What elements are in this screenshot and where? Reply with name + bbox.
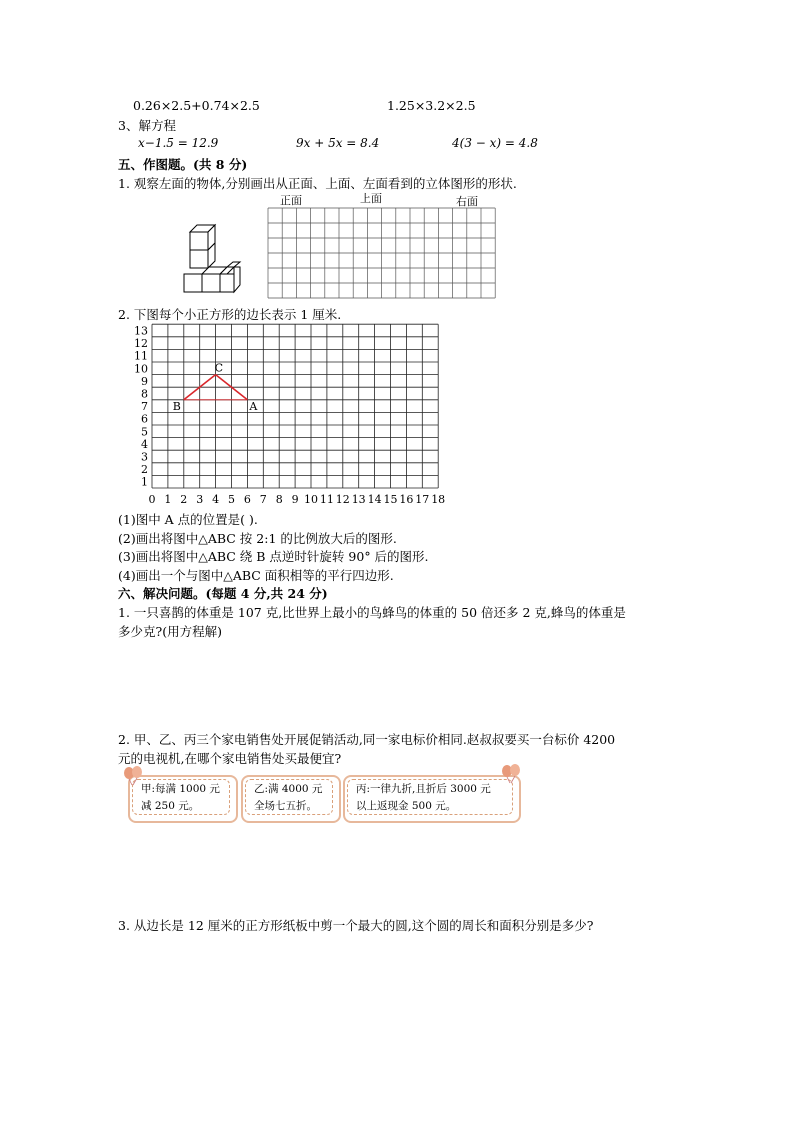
section6-q3: 3. 从边长是 12 厘米的正方形纸板中剪一个最大的圆,这个圆的周长和面积分别是多少?	[118, 918, 594, 933]
equations-heading: 3、解方程	[118, 118, 176, 133]
promo1-line1: 甲:每满 1000 元	[141, 783, 220, 795]
y-tick-label: 10	[134, 362, 148, 376]
y-tick-label: 4	[141, 437, 148, 451]
x-tick-label: 1	[164, 493, 172, 506]
section5-q1: 1. 观察左面的物体,分别画出从正面、上面、左面看到的立体图形的形状.	[118, 176, 517, 191]
promo1-line2: 减 250 元。	[141, 800, 200, 812]
promo2-line1: 乙:满 4000 元	[254, 783, 323, 795]
x-tick-label: 4	[212, 493, 220, 506]
section5-sub4: (4)画出一个与图中△ABC 面积相等的平行四边形.	[118, 568, 394, 583]
x-tick-label: 12	[335, 493, 350, 506]
promo2-line2: 全场七五折。	[254, 800, 317, 812]
x-tick-label: 5	[228, 493, 235, 506]
balloon-icon	[122, 766, 144, 786]
y-tick-label: 13	[134, 324, 148, 338]
y-tick-label: 11	[134, 349, 148, 363]
section6-heading: 六、解决问题。(每题 4 分,共 24 分)	[118, 586, 328, 601]
point-c-label: C	[214, 361, 224, 375]
view-label-right: 右面	[456, 195, 478, 208]
promo3-line2: 以上返现金 500 元。	[356, 800, 457, 812]
section5-sub2: (2)画出将图中△ABC 按 2:1 的比例放大后的图形.	[118, 531, 397, 546]
x-tick-label: 3	[196, 493, 204, 506]
section6-q1-line2: 多少克?(用方程解)	[118, 624, 222, 639]
view-label-front: 正面	[280, 194, 302, 207]
y-tick-label: 9	[141, 374, 148, 388]
equation-3: 4(3 − x) = 4.8	[452, 136, 538, 150]
section5-sub3: (3)画出将图中△ABC 绕 B 点逆时针旋转 90° 后的图形.	[118, 549, 429, 564]
section5-sub1: (1)图中 A 点的位置是( ).	[118, 512, 258, 527]
calc-expr-1: 0.26×2.5+0.74×2.5	[133, 98, 260, 113]
y-tick-label: 8	[141, 387, 148, 401]
x-tick-label: 18	[431, 493, 446, 506]
section5-q2: 2. 下图每个小正方形的边长表示 1 厘米.	[118, 307, 342, 322]
x-tick-label: 6	[243, 493, 251, 506]
y-tick-label: 3	[141, 450, 148, 464]
promo-card-bing	[347, 779, 513, 815]
x-tick-label: 13	[351, 493, 366, 506]
section6-q1-line1: 1. 一只喜鹊的体重是 107 克,比世界上最小的鸟蜂鸟的体重的 50 倍还多 2 克,蜂鸟的体重是	[118, 605, 626, 620]
x-tick-label: 9	[291, 493, 299, 506]
y-tick-label: 6	[141, 412, 148, 426]
point-b-label: B	[172, 399, 181, 413]
y-tick-label: 7	[141, 400, 148, 414]
promo-card-yi	[245, 779, 333, 815]
section5-heading: 五、作图题。(共 8 分)	[118, 157, 248, 172]
y-tick-label: 5	[141, 425, 148, 439]
equation-2: 9x + 5x = 8.4	[296, 136, 380, 150]
y-tick-label: 1	[141, 475, 148, 489]
promo3-line1: 丙:一律九折,且折后 3000 元	[356, 783, 491, 795]
x-tick-label: 2	[180, 493, 188, 506]
x-tick-label: 16	[399, 493, 414, 506]
equation-1: x−1.5 = 12.9	[138, 136, 219, 150]
x-tick-label: 10	[304, 493, 318, 506]
x-tick-label: 15	[383, 493, 398, 506]
x-tick-label: 7	[259, 493, 267, 506]
promo-card-jia	[132, 779, 230, 815]
coordinate-grid	[118, 318, 448, 508]
x-tick-label: 0	[148, 493, 156, 506]
balloon-icon	[500, 764, 522, 784]
section6-q2-line2: 元的电视机,在哪个家电销售处买最便宜?	[118, 751, 342, 766]
x-tick-label: 8	[275, 493, 283, 506]
cube-object-figure	[180, 218, 250, 300]
y-tick-label: 2	[141, 463, 148, 477]
calc-expr-2: 1.25×3.2×2.5	[387, 98, 476, 113]
x-tick-label: 11	[319, 493, 334, 506]
view-label-top: 上面	[360, 192, 382, 205]
section6-q2-line1: 2. 甲、乙、丙三个家电销售处开展促销活动,同一家电标价相同.赵叔叔要买一台标价 4200	[118, 732, 616, 747]
x-tick-label: 17	[415, 493, 430, 506]
view-drawing-grid	[267, 207, 497, 302]
x-tick-label: 14	[367, 493, 382, 506]
y-tick-label: 12	[134, 337, 148, 351]
point-a-label: A	[249, 399, 258, 413]
